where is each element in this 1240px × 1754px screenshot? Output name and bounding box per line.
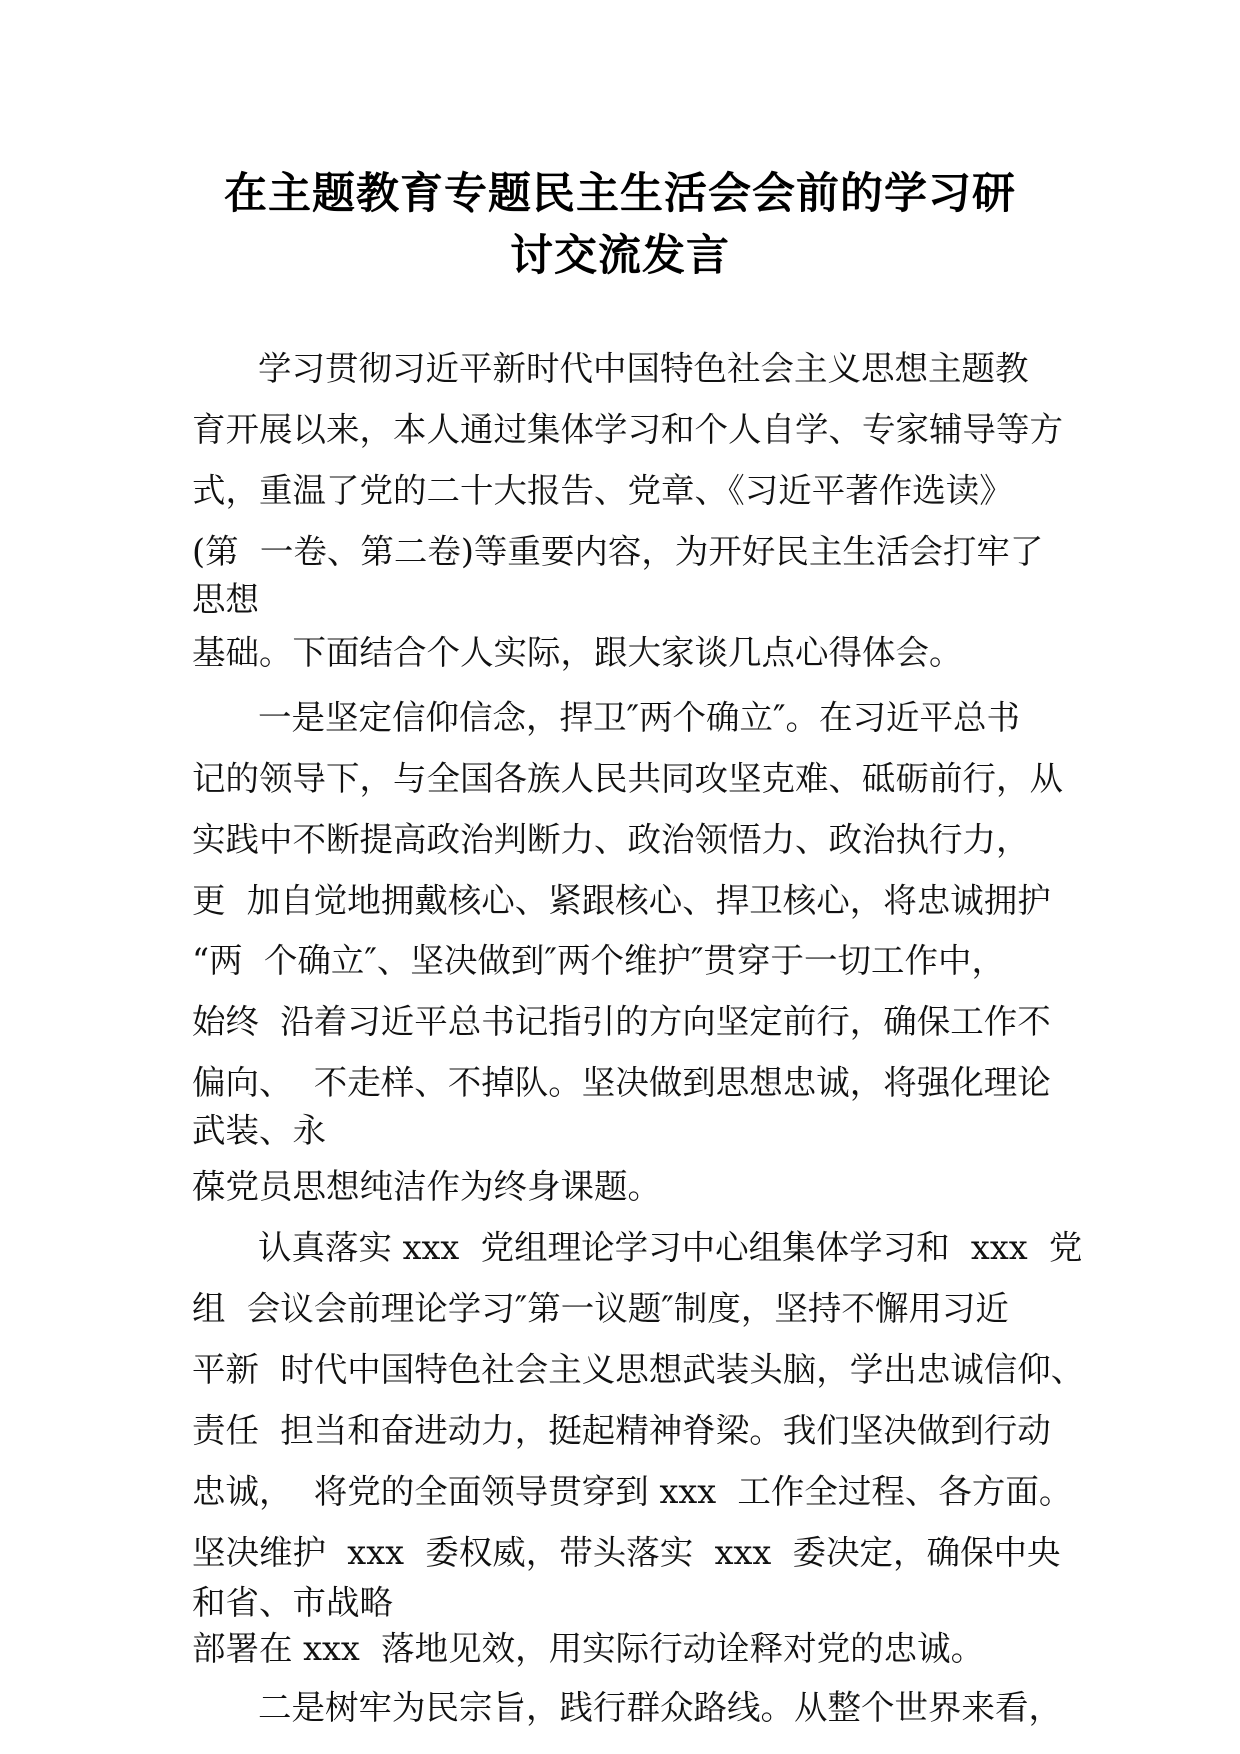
body-line-5: 思想: [192, 579, 259, 619]
body-line-19: 责任 担当和奋进动力，挺起精神脊梁。我们坚决做到行动: [192, 1411, 1051, 1451]
body-line-2: 育开展以来，本人通过集体学习和个人自学、专家辅导等方: [192, 409, 1063, 449]
body-line-17: 组 会议会前理论学习″第一议题″制度，坚持不懈用习近: [192, 1289, 1009, 1329]
body-line-13: 偏向、 不走样、不掉队。坚决做到思想忠诚，将强化理论: [192, 1063, 1051, 1103]
document-title-line-2: 讨交流发言: [510, 231, 730, 281]
body-line-22: 和省、市战略: [192, 1582, 393, 1622]
body-line-6: 基础。下面结合个人实际，跟大家谈几点心得体会。: [192, 633, 963, 673]
body-line-9: 实践中不断提高政治判断力、政治领悟力、政治执行力，: [192, 819, 1030, 859]
body-line-14: 武装、永: [192, 1111, 326, 1151]
body-line-21: 坚决维护 xxx 委权威，带头落实 xxx 委决定，确保中央: [192, 1533, 1061, 1572]
document-title-line-1: 在主题教育专题民主生活会会前的学习研: [224, 169, 1016, 219]
body-line-4: (第 一卷、第二卷)等重要内容，为开好民主生活会打牢了: [192, 531, 1044, 571]
body-line-20: 忠诚， 将党的全面领导贯穿到 xxx 工作全过程、各方面。: [192, 1472, 1073, 1512]
body-line-18: 平新 时代中国特色社会主义思想武装头脑，学出忠诚信仰、: [192, 1350, 1085, 1390]
body-line-24: 二是树牢为民宗旨，践行群众路线。从整个世界来看，: [258, 1688, 1062, 1727]
body-line-1: 学习贯彻习近平新时代中国特色社会主义思想主题教: [258, 349, 1029, 388]
body-line-15: 葆党员思想纯洁作为终身课题。: [192, 1166, 661, 1206]
body-line-7: 一是坚定信仰信念，捍卫″两个确立″。在习近平总书: [258, 697, 1021, 737]
body-line-3: 式，重温了党的二十大报告、党章、《习近平著作选读》: [192, 470, 1013, 510]
body-line-12: 始终 沿着习近平总书记指引的方向坚定前行，确保工作不: [192, 1002, 1051, 1042]
body-line-10: 更 加自觉地拥戴核心、紧跟核心、捍卫核心，将忠诚拥护: [192, 880, 1051, 920]
body-line-16: 认真落实 xxx 党组理论学习中心组集体学习和 xxx 党: [258, 1228, 1083, 1268]
body-line-8: 记的领导下，与全国各族人民共同攻坚克难、砥砺前行，从: [192, 758, 1063, 798]
body-line-23: 部署在 xxx 落地见效，用实际行动诠释对党的忠诚。: [192, 1628, 985, 1668]
body-line-11: “两 个确立″、坚决做到″两个维护″贯穿于一切工作中，: [192, 941, 1005, 981]
